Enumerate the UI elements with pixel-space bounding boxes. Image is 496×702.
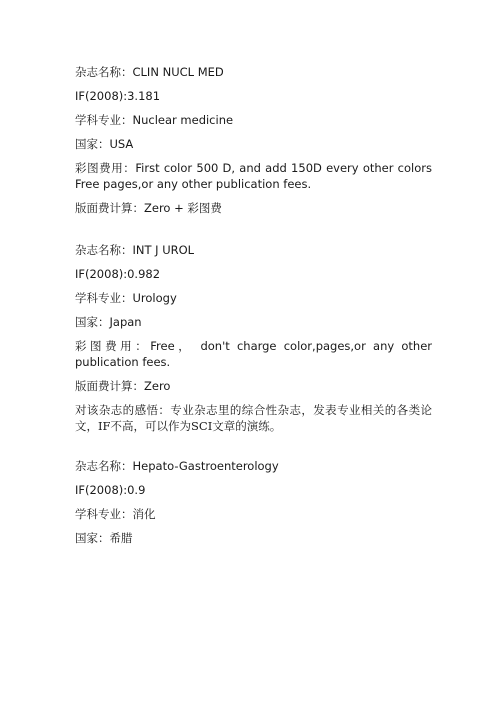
journal-name-line <box>75 242 432 258</box>
journal-name-line <box>75 64 432 80</box>
subject-line <box>75 506 432 522</box>
page-fee-value: Zero + 彩图费 <box>144 201 222 215</box>
subject-label: 学科专业： <box>75 507 133 521</box>
subject-value: Urology <box>132 291 177 305</box>
journal-name-value: CLIN NUCL MED <box>132 65 224 79</box>
country-line <box>75 314 432 330</box>
country-value: Japan <box>109 315 142 329</box>
entry-spacer <box>75 224 432 242</box>
subject-value: 消化 <box>132 507 156 521</box>
country-label: 国家： <box>75 137 110 151</box>
country-value: 希腊 <box>109 531 133 545</box>
subject-line <box>75 112 432 128</box>
impact-factor-line <box>75 482 432 498</box>
impact-factor-value: IF(2008):3.181 <box>75 89 161 103</box>
color-fee-label: 彩图费用： <box>75 161 136 175</box>
subject-label: 学科专业： <box>75 113 133 127</box>
impact-factor-value: IF(2008):0.9 <box>75 483 146 497</box>
color-fee-value: First color 500 D, and add 150D every other colors Free pages,or any other publication fees. <box>75 161 432 191</box>
journal-name-label: 杂志名称： <box>75 459 133 473</box>
journal-comment: 对该杂志的感悟：专业杂志里的综合性杂志，发表专业相关的各类论文，IF不高，可以作为SCI文章的演练。 <box>75 403 432 433</box>
country-label: 国家： <box>75 531 110 545</box>
color-fee-line <box>75 338 432 370</box>
impact-factor-value: IF(2008):0.982 <box>75 267 161 281</box>
journal-name-label: 杂志名称： <box>75 243 133 257</box>
journal-name-value: Hepato-Gastroenterology <box>132 459 279 473</box>
page-fee-label: 版面费计算： <box>75 379 144 393</box>
journal-entry-2 <box>75 242 432 434</box>
color-fee-value: Free， don't charge color,pages,or any other publication fees. <box>75 339 432 369</box>
subject-value: Nuclear medicine <box>132 113 234 127</box>
page-fee-label: 版面费计算： <box>75 201 144 215</box>
subject-line <box>75 290 432 306</box>
color-fee-label: 彩图费用： <box>75 339 151 353</box>
journal-entry-3 <box>75 458 432 546</box>
country-value: USA <box>109 137 134 151</box>
subject-label: 学科专业： <box>75 291 133 305</box>
country-line <box>75 136 432 152</box>
color-fee-line <box>75 160 432 192</box>
page-fee-line <box>75 200 432 216</box>
journal-name-label: 杂志名称： <box>75 65 133 79</box>
impact-factor-line <box>75 266 432 282</box>
entry-spacer <box>75 442 432 458</box>
page-fee-line <box>75 378 432 394</box>
impact-factor-line <box>75 88 432 104</box>
page-fee-value: Zero <box>144 379 171 393</box>
journal-name-line <box>75 458 432 474</box>
country-line <box>75 530 432 546</box>
country-label: 国家： <box>75 315 110 329</box>
journal-entry-1 <box>75 64 432 216</box>
journal-name-value: INT J UROL <box>132 243 195 257</box>
